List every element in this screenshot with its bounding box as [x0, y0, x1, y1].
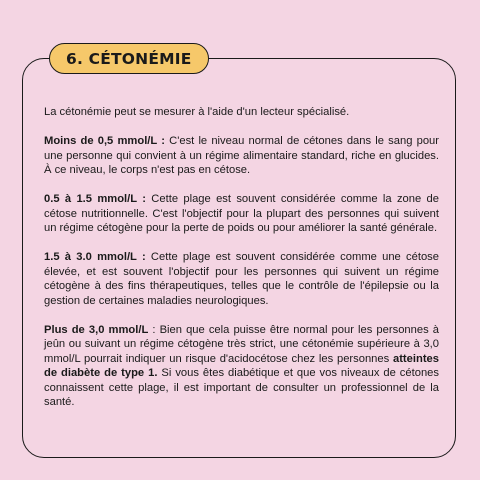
range-description: Cette plage est souvent considérée comme une cétose élevée, et est souvent l'objectif pour les personnes qui suivent un régime cétogène à des fins thérapeutiques, telles que le contrôle de l'épilepsie ou la gestion de certaines maladies neurologiques. [44, 251, 440, 307]
range-description: C'est le niveau normal de cétones dans le sang pour une personne qui convient à un régime alimentaire standard, riche en glucides. À ce niveau, le corps n'est pas en cétose. [44, 135, 439, 176]
range-label: 0.5 à 1.5 mmol/L : [44, 193, 146, 205]
range-description-start: : Bien que cela puisse être normal pour les personnes à jeûn ou suivant un régime cétogène très strict, une cétonémie supérieure à 3,0 mmol/L pourrait indiquer un risque d'acidocétose chez les personnes [44, 323, 439, 365]
range-paragraph-below-0-5 [44, 134, 439, 178]
range-description: Cette plage est souvent considérée comme la zone de cétose nutritionnelle. C'est l'objectif pour la plupart des personnes qui suivent un régime cétogène pour la perte de poids ou pour améliorer la santé générale. [44, 193, 440, 234]
section-title: 6. CÉTONÉMIE [49, 43, 209, 74]
range-label: Moins de 0,5 mmol/L : [44, 135, 165, 147]
range-label: Plus de 3,0 mmol/L [44, 323, 149, 336]
range-label: 1.5 à 3.0 mmol/L : [44, 251, 146, 263]
content-body [44, 105, 439, 424]
range-description-end: Si vous êtes diabétique et que vos niveaux de cétones connaissent cette plage, il est important de consulter un professionnel de la santé. [44, 367, 439, 408]
range-emphasis: atteintes de diabète de type 1. [44, 352, 439, 379]
range-paragraph-1-5-to-3-0 [44, 250, 439, 308]
range-paragraph-above-3-0 [44, 323, 439, 410]
range-paragraph-0-5-to-1-5 [44, 192, 439, 236]
intro-paragraph: La cétonémie peut se mesurer à l'aide d'un lecteur spécialisé. [44, 106, 350, 118]
